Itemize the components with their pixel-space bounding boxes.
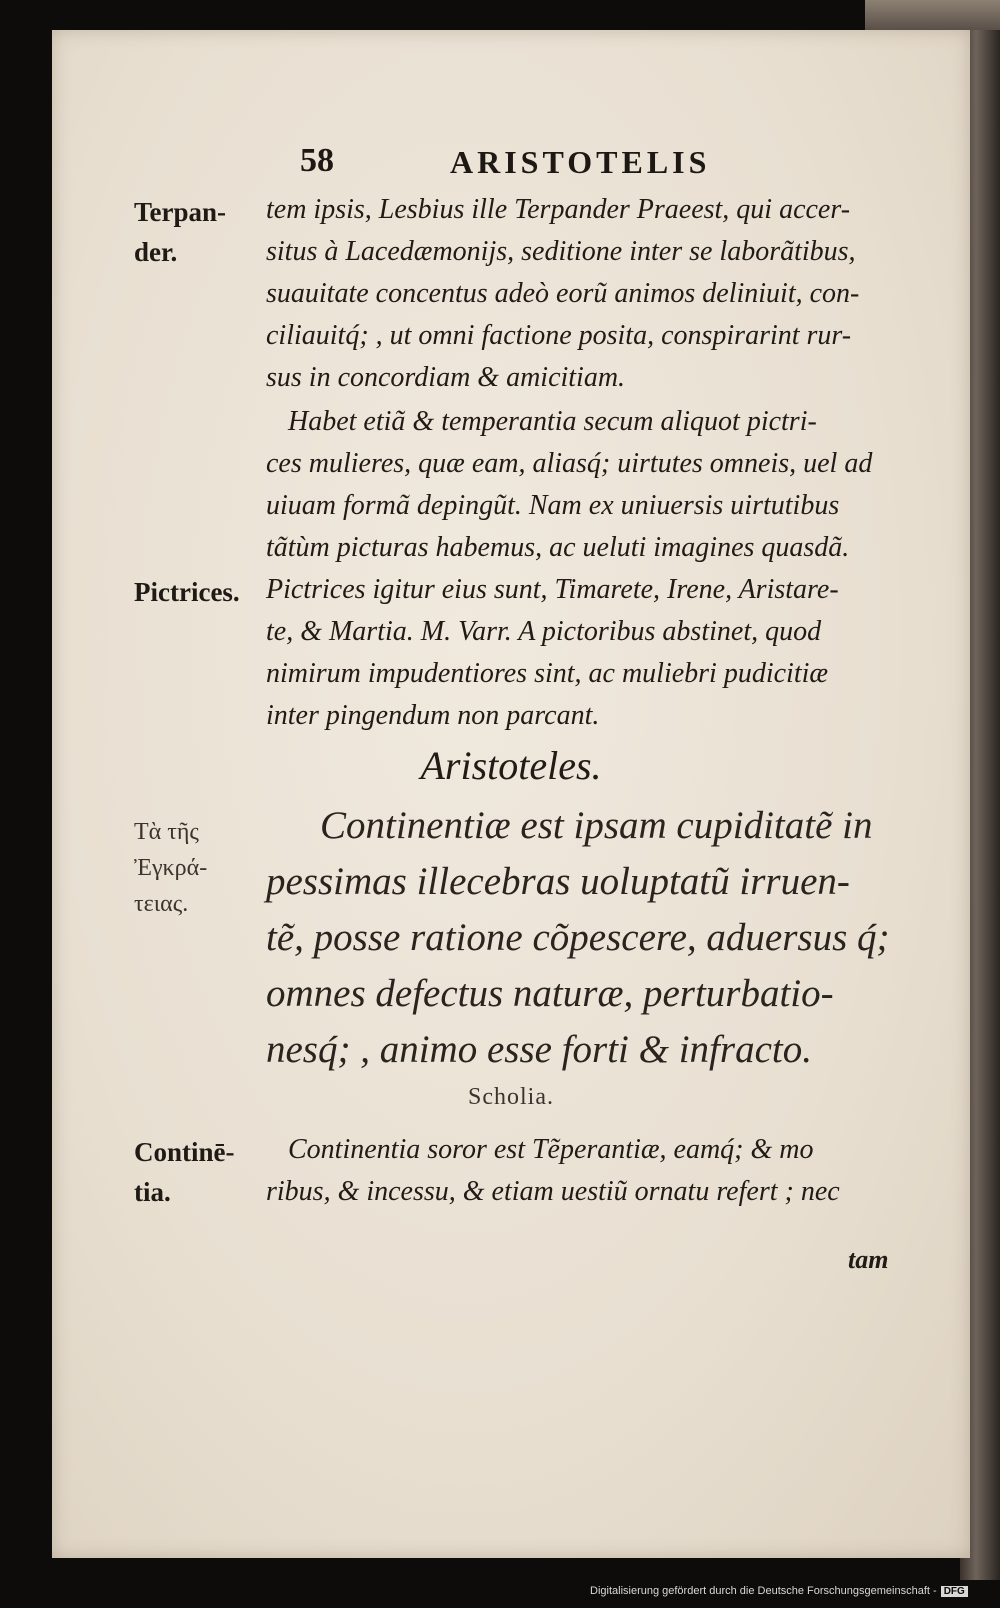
body-line: sus in concordiam & amicitiam. [266,362,626,393]
quote-line: omnes defectus naturæ, perturbatio- [266,972,834,1015]
book-page [52,30,970,1558]
scholia-line: Continentia soror est Tẽperantiæ, eamq́; & mo [288,1134,814,1165]
margin-note-greek-3: τειας. [134,891,189,917]
quote-line: pessimas illecebras uoluptatũ irruen- [266,860,850,903]
margin-note-greek-1: Τὰ τῆς [134,819,199,845]
body-line: ces mulieres, quæ eam, aliasq́; uirtutes omneis, uel ad [266,448,873,479]
margin-note-terpander-1: Terpan- [134,197,227,227]
quote-line: Continentiæ est ipsam cupiditatẽ in [320,804,873,847]
heading-aristoteles: Aristoteles. [420,743,602,788]
running-title: ARISTOTELIS [450,144,711,180]
body-line: inter pingendum non parcant. [266,700,600,731]
quote-line: nesq́; , animo esse forti & infracto. [266,1028,812,1071]
body-line: situs à Lacedæmonijs, seditione inter se laborãtibus, [266,236,856,267]
heading-scholia: Scholia. [468,1084,554,1110]
catchword: tam [848,1245,889,1274]
body-line: Pictrices igitur eius sunt, Timarete, Irene, Aristare- [266,574,839,605]
body-line: nimirum impudentiores sint, ac muliebri pudicitiæ [266,658,829,689]
body-line: tãtùm picturas habemus, ac ueluti imagines quasdã. [266,532,850,563]
body-line: ciliauitq́; , ut omni factione posita, conspirarint rur- [266,320,852,351]
footer-text: Digitalisierung gefördert durch die Deutsche Forschungsgemeinschaft - [590,1585,937,1597]
digitization-footer [590,1585,968,1597]
dfg-logo: DFG [941,1586,968,1597]
margin-note-terpander-2: der. [134,237,178,267]
body-line: Habet etiã & temperantia secum aliquot pictri- [288,406,817,437]
margin-note-continentia-2: tia. [134,1177,171,1207]
body-line: tem ipsis, Lesbius ille Terpander Praeest, qui accer- [266,194,851,225]
body-line: te, & Martia. M. Varr. A pictoribus abstinet, quod [266,616,822,647]
page-number: 58 [300,142,334,179]
margin-note-continentia-1: Continē- [134,1137,235,1167]
body-line: suauitate concentus adeò eorũ animos deliniuit, con- [266,278,860,309]
scan-edge-top-right [865,0,1000,30]
running-head [52,142,970,192]
body-line: uiuam formã depingũt. Nam ex uniuersis uirtutibus [266,490,840,521]
margin-note-pictrices: Pictrices. [134,577,240,607]
page-content [52,30,970,1558]
scholia-line: ribus, & incessu, & etiam uestiũ ornatu refert ; nec [266,1176,840,1207]
margin-note-greek-2: Ἐγκρά- [134,855,208,881]
quote-line: tẽ, posse ratione cõpescere, aduersus q́; [266,916,890,959]
